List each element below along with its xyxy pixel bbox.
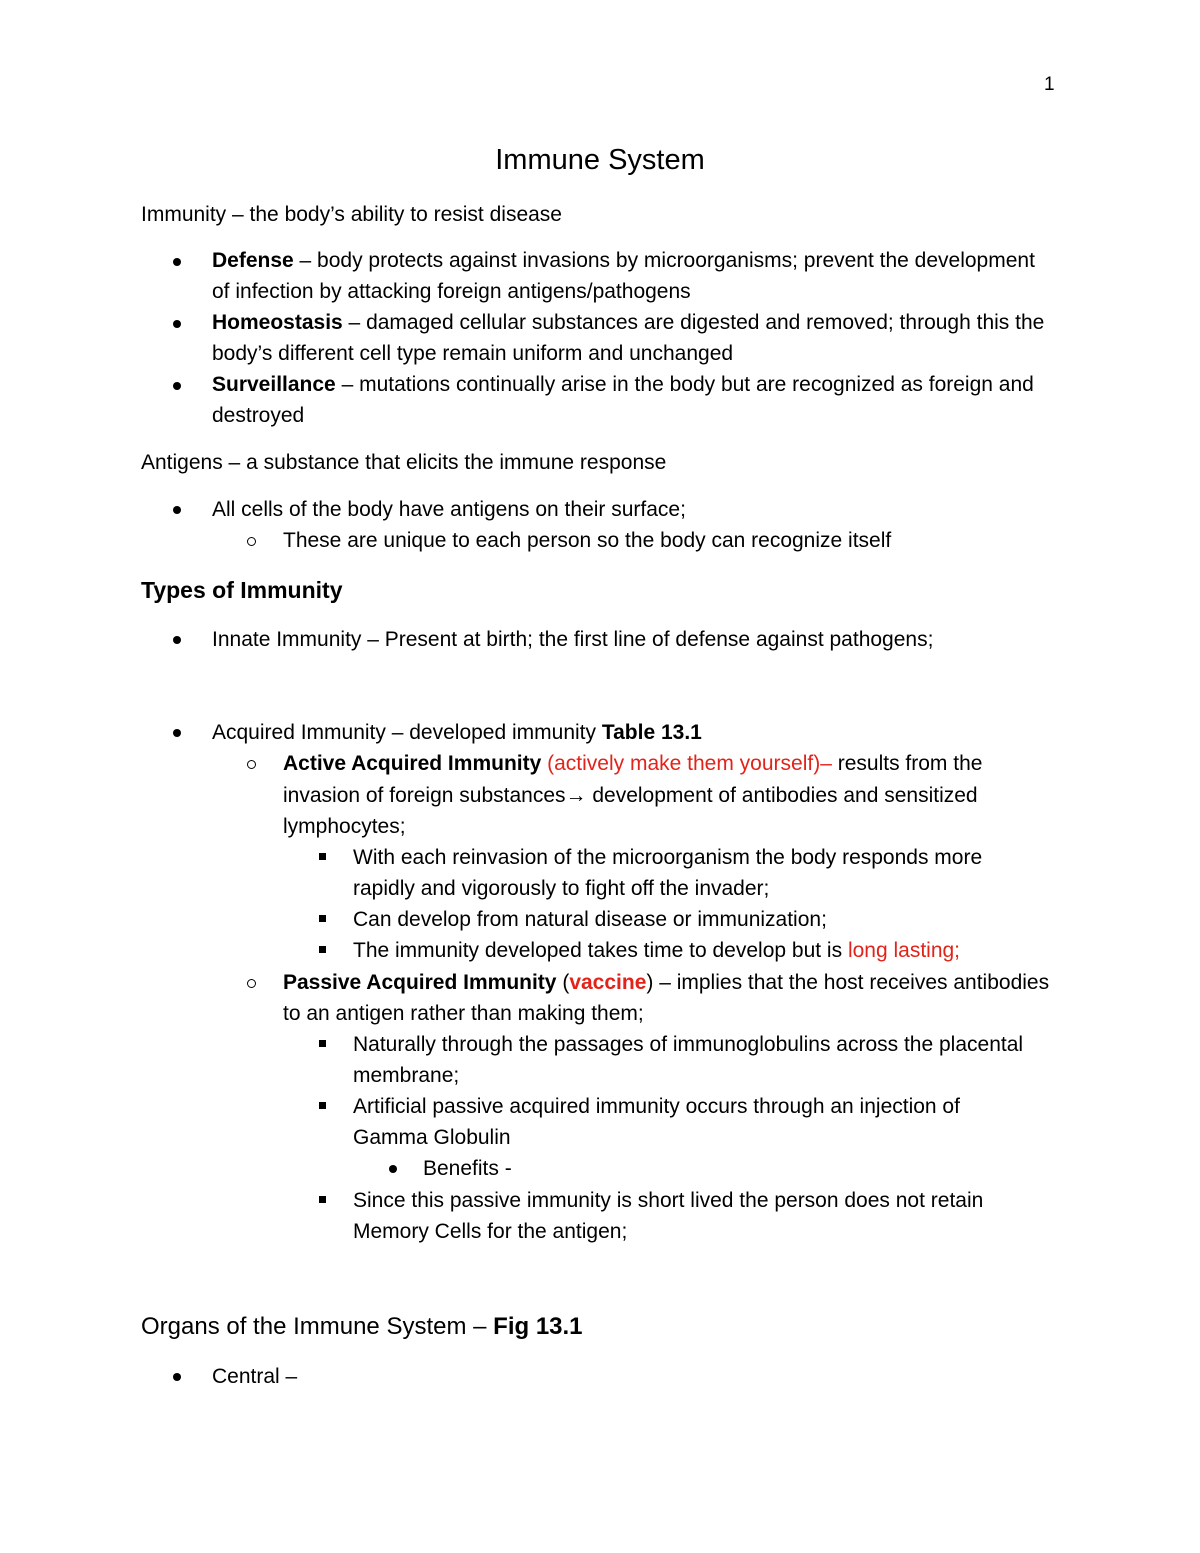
passive-point-cont: Gamma Globulin <box>353 1126 511 1149</box>
passive-point-cont: membrane; <box>353 1064 460 1087</box>
passive-note: vaccine <box>569 971 647 994</box>
passive-point: Since this passive immunity is short lived the person does not retain <box>353 1189 984 1212</box>
list-subitem-unique: These are unique to each person so the body can recognize itself <box>283 529 892 552</box>
page-number: 1 <box>1044 74 1055 95</box>
passive-text-cont: to an antigen rather than making them; <box>283 1002 644 1025</box>
section-heading-organs <box>141 1311 583 1342</box>
circle-bullet-icon <box>247 537 256 546</box>
passive-point-cont: Memory Cells for the antigen; <box>353 1220 628 1243</box>
passive-text: – implies that the host receives antibodies <box>653 971 1050 994</box>
antigens-definition: Antigens – a substance that elicits the immune response <box>141 451 667 474</box>
term-defense: Defense <box>212 249 294 272</box>
bullet-icon <box>389 1165 397 1173</box>
immunity-def: – the body’s ability to resist disease <box>226 203 562 226</box>
bullet-icon <box>173 506 181 514</box>
square-bullet-icon <box>319 1102 326 1109</box>
list-item-central: Central – <box>212 1365 298 1388</box>
square-bullet-icon <box>319 1040 326 1047</box>
defense-text: – body protects against invasions by microorganisms; prevent the development <box>293 249 1035 272</box>
active-point-text: The immunity developed takes time to develop but is <box>353 939 848 962</box>
term-surveillance: Surveillance <box>212 373 336 396</box>
page-title: Immune System <box>495 144 705 176</box>
list-subitem-active <box>283 748 982 779</box>
list-item-innate: Innate Immunity – Present at birth; the first line of defense against pathogens; <box>212 628 934 651</box>
defense-text-cont: of infection by attacking foreign antigens/pathogens <box>212 280 691 303</box>
passive-point: Artificial passive acquired immunity occurs through an injection of <box>353 1095 960 1118</box>
list-item-antigens: All cells of the body have antigens on their surface; <box>212 498 686 521</box>
passive-point: Naturally through the passages of immunoglobulins across the placental <box>353 1033 1024 1056</box>
square-bullet-icon <box>319 853 326 860</box>
list-item-surveillance <box>212 369 1034 400</box>
bullet-icon <box>173 320 181 328</box>
active-point: Can develop from natural disease or immunization; <box>353 908 827 931</box>
bullet-icon <box>173 1373 181 1381</box>
immunity-term: Immunity <box>141 203 227 226</box>
bullet-icon <box>173 258 181 266</box>
organs-heading-text: Organs of the Immune System – <box>141 1313 494 1340</box>
square-bullet-icon <box>319 915 326 922</box>
surveillance-text: – mutations continually arise in the body but are recognized as foreign and <box>335 373 1034 396</box>
bullet-icon <box>173 729 181 737</box>
homeostasis-text: – damaged cellular substances are digested and removed; through this the <box>342 311 1045 334</box>
surveillance-text-cont: destroyed <box>212 404 305 427</box>
active-text-cont: lymphocytes; <box>283 815 406 838</box>
active-text-cont: invasion of foreign substances→ development of antibodies and sensitized <box>283 784 978 807</box>
list-item-defense <box>212 245 1035 276</box>
circle-bullet-icon <box>247 760 256 769</box>
figure-ref: Fig 13.1 <box>493 1313 583 1340</box>
acquired-text: Acquired Immunity – developed immunity <box>212 721 602 744</box>
immunity-definition <box>141 199 562 230</box>
term-active: Active Acquired Immunity <box>283 752 542 775</box>
bullet-icon <box>173 382 181 390</box>
table-ref: Table 13.1 <box>601 721 702 744</box>
active-point-highlight: long lasting; <box>847 939 961 962</box>
list-subitem-passive <box>283 967 1049 998</box>
homeostasis-text-cont: body’s different cell type remain uniform and unchanged <box>212 342 734 365</box>
term-homeostasis: Homeostasis <box>212 311 343 334</box>
paren-open: ( <box>556 971 570 994</box>
benefits-item: Benefits - <box>423 1157 512 1180</box>
active-text: results from the <box>831 752 983 775</box>
list-item-acquired <box>212 717 702 748</box>
active-point: With each reinvasion of the microorganism the body responds more <box>353 846 983 869</box>
section-heading-types: Types of Immunity <box>141 577 343 603</box>
active-point-cont: rapidly and vigorously to fight off the invader; <box>353 877 770 900</box>
circle-bullet-icon <box>247 979 256 988</box>
active-note: (actively make them yourself)– <box>541 752 832 775</box>
list-item-homeostasis <box>212 307 1044 338</box>
square-bullet-icon <box>319 946 326 953</box>
active-point <box>353 935 960 966</box>
paren-close: ) <box>646 971 654 994</box>
square-bullet-icon <box>319 1196 326 1203</box>
term-passive: Passive Acquired Immunity <box>283 971 557 994</box>
bullet-icon <box>173 636 181 644</box>
